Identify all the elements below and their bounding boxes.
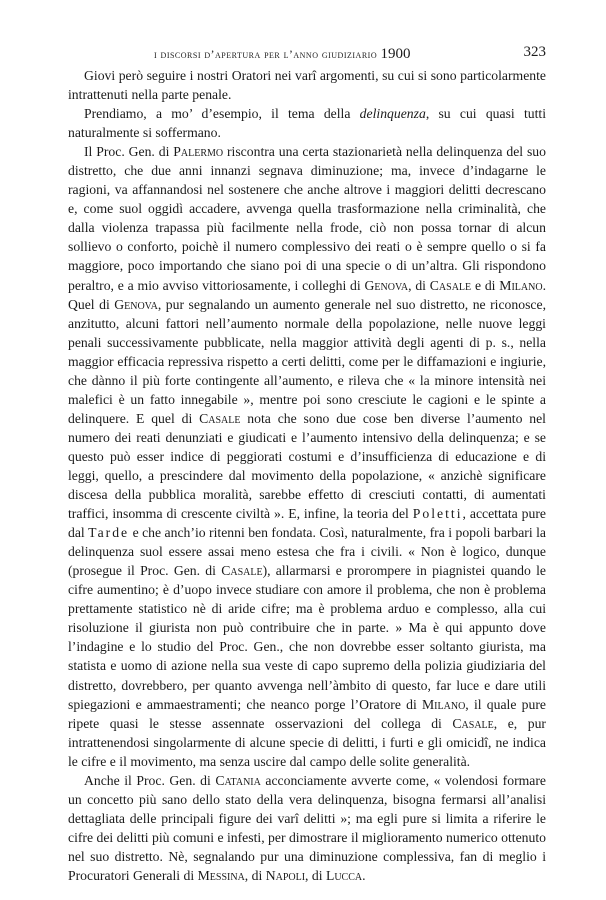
text-run: Prendiamo, a mo’ d’esempio, il tema della [84, 106, 360, 122]
place-name: Casale [429, 277, 472, 293]
paragraph [68, 104, 546, 142]
running-title [154, 46, 410, 63]
paragraph [68, 771, 546, 885]
running-title-text: i discorsi d’apertura per l’anno giudiziario [154, 49, 378, 61]
emphasis-text: delinquenza [359, 106, 426, 122]
text-run: riscontra una certa stazionarietà nella delinquenza del suo distretto, che due anni innanzi segnava diminuzione; ma, invece d’indagarne le ragioni, va affannandosi nel sostenere che anche altrove i maggiori delitti decrescano e, come suol oggidì accadere, avvenga quella trasformazione nella criminalità, che dalla violenza trapassa più facilmente nella frode, ciò non possa tornar di alcun sollievo o conforto, poichè il numero complessivo dei reati o è sempre quello o si fa maggiore, poco importando che siano poi di una specie o di un’altra. Gli rispondono peraltro, e a mio avviso vittoriosamente, i colleghi di [68, 144, 546, 293]
text-run: , e, pur intrattenendosi singolarmente di alcune specie di delitti, i furti e gli omicidî, ne indica le cifre e il movimento, ma senza uscire dal campo delle solite generalità. [68, 715, 546, 769]
place-name: Milano [422, 696, 466, 712]
text-run: Anche il Proc. Gen. di [84, 772, 216, 788]
text-run: , pur segnalando un aumento generale nel suo distretto, ne riconosce, anzitutto, alcuni fattori nell’aumento normale della popolazione, nelle nuove leggi penali successivamente pubblicate, nella maggior attività degli agenti di p. s., nella maggior efficacia repressiva rispetto a certi delitti, come per le diffamazioni e ingiurie, che dànno il più forte contingente all’aumento, e rileva che « la minore intensità nei malefici è un fatto innegabile », mentre poi sono cresciute le cagioni e le spinte a delinquere. E quel di [68, 296, 546, 426]
place-name: Lucca [325, 867, 363, 883]
place-name: Casale [199, 410, 241, 426]
body-text [68, 66, 546, 885]
page-header [68, 44, 546, 64]
paragraph [68, 66, 546, 104]
text-run: acconciamente avverte come, « volendosi formare un concetto più sano dello stato della vera delinquenza, bisogna fermarsi all’analisi dettagliata delle principali figure dei varî delitti »; ma egli pure si limita a riferire le cifre dei delitti più comuni e infesti, per dimostrare il miglioramento numerico ottenuto nel suo distretto. Nè, segnalando pur una diminuzione complessiva, fan di meglio i Procuratori Generali di [68, 772, 547, 883]
place-name: Casale [221, 563, 263, 579]
place-name: Casale [452, 715, 494, 731]
text-run: e che anch’io ritenni ben fondata. Così, naturalmente, fra i popoli barbari la delinquenza suol essere assai meno estesa che fra i civili. « Non è logico, dunque (prosegue il Proc. Gen. di [68, 525, 546, 579]
place-name: Genova [114, 296, 158, 312]
text-run: . Quel di [68, 277, 546, 312]
text-run: , il quale pure ripete quasi le stesse assennate osservazioni del collega di [68, 696, 546, 731]
place-name: Catania [215, 772, 261, 788]
text-run: . [362, 867, 366, 883]
place-name: Milano [499, 277, 543, 293]
page-number: 323 [523, 44, 546, 60]
place-name: Napoli [265, 867, 306, 883]
place-name: Palermo [173, 144, 224, 160]
text-run: Giovi però seguire i nostri Oratori nei varî argomenti, su cui si sono particolarmente intrattenuti nella parte penale. [68, 68, 546, 103]
author-name: Tarde [88, 525, 130, 541]
paragraph [68, 142, 546, 771]
author-name: Poletti [412, 506, 463, 522]
text-run: ), allarmarsi e prorompere in piagnistei quando le cifre aumentino; è d’uopo invece studiare con amore il problema, che non è problema prettamente statistico nè di aride cifre; ma è problema arduo e complesso, alla cui risoluzione il giurista non può contribuire che in parte. » Ma è qui appunto dove l’indagine e lo studio del Proc. Gen., che non dovrebbe esser soltanto giurista, ma statista e uomo di azione nella sua veste di capo supremo della polizia giudiziaria del distretto, dovrebbero, per quanto avvenga nell’àmbito di questo, far luce e dare utili spiegazioni e ammaestramenti; che neanco porge l’Oratore di [68, 563, 546, 712]
running-title-year: 1900 [380, 46, 411, 62]
text-run: , accettata pure dal [68, 506, 546, 541]
text-run: , di [244, 867, 266, 883]
text-run: , di [305, 867, 326, 883]
text-run: Il Proc. Gen. di [84, 144, 174, 160]
text-run: e di [471, 277, 500, 293]
place-name: Messina [197, 867, 245, 883]
text-run: nota che sono due cose ben diverse l’aumento nel numero dei reati denunziati e giudicati e l’aumento intensivo della delinquenza; e se questo può esser indice di peggiorati costumi e d’insufficienza di educazione e di leggi, quello, a prescindere dal movimento della popolazione, « anzichè significare discesa della pubblica moralità, sarebbe effetto di cresciuti contatti, di aumentati traffici, insomma di crescente civiltà ». E, infine, la teoria del [68, 410, 546, 522]
text-run: , su cui quasi tutti naturalmente si soffermano. [68, 106, 546, 141]
text-run: , di [408, 277, 430, 293]
place-name: Genova [364, 277, 409, 293]
